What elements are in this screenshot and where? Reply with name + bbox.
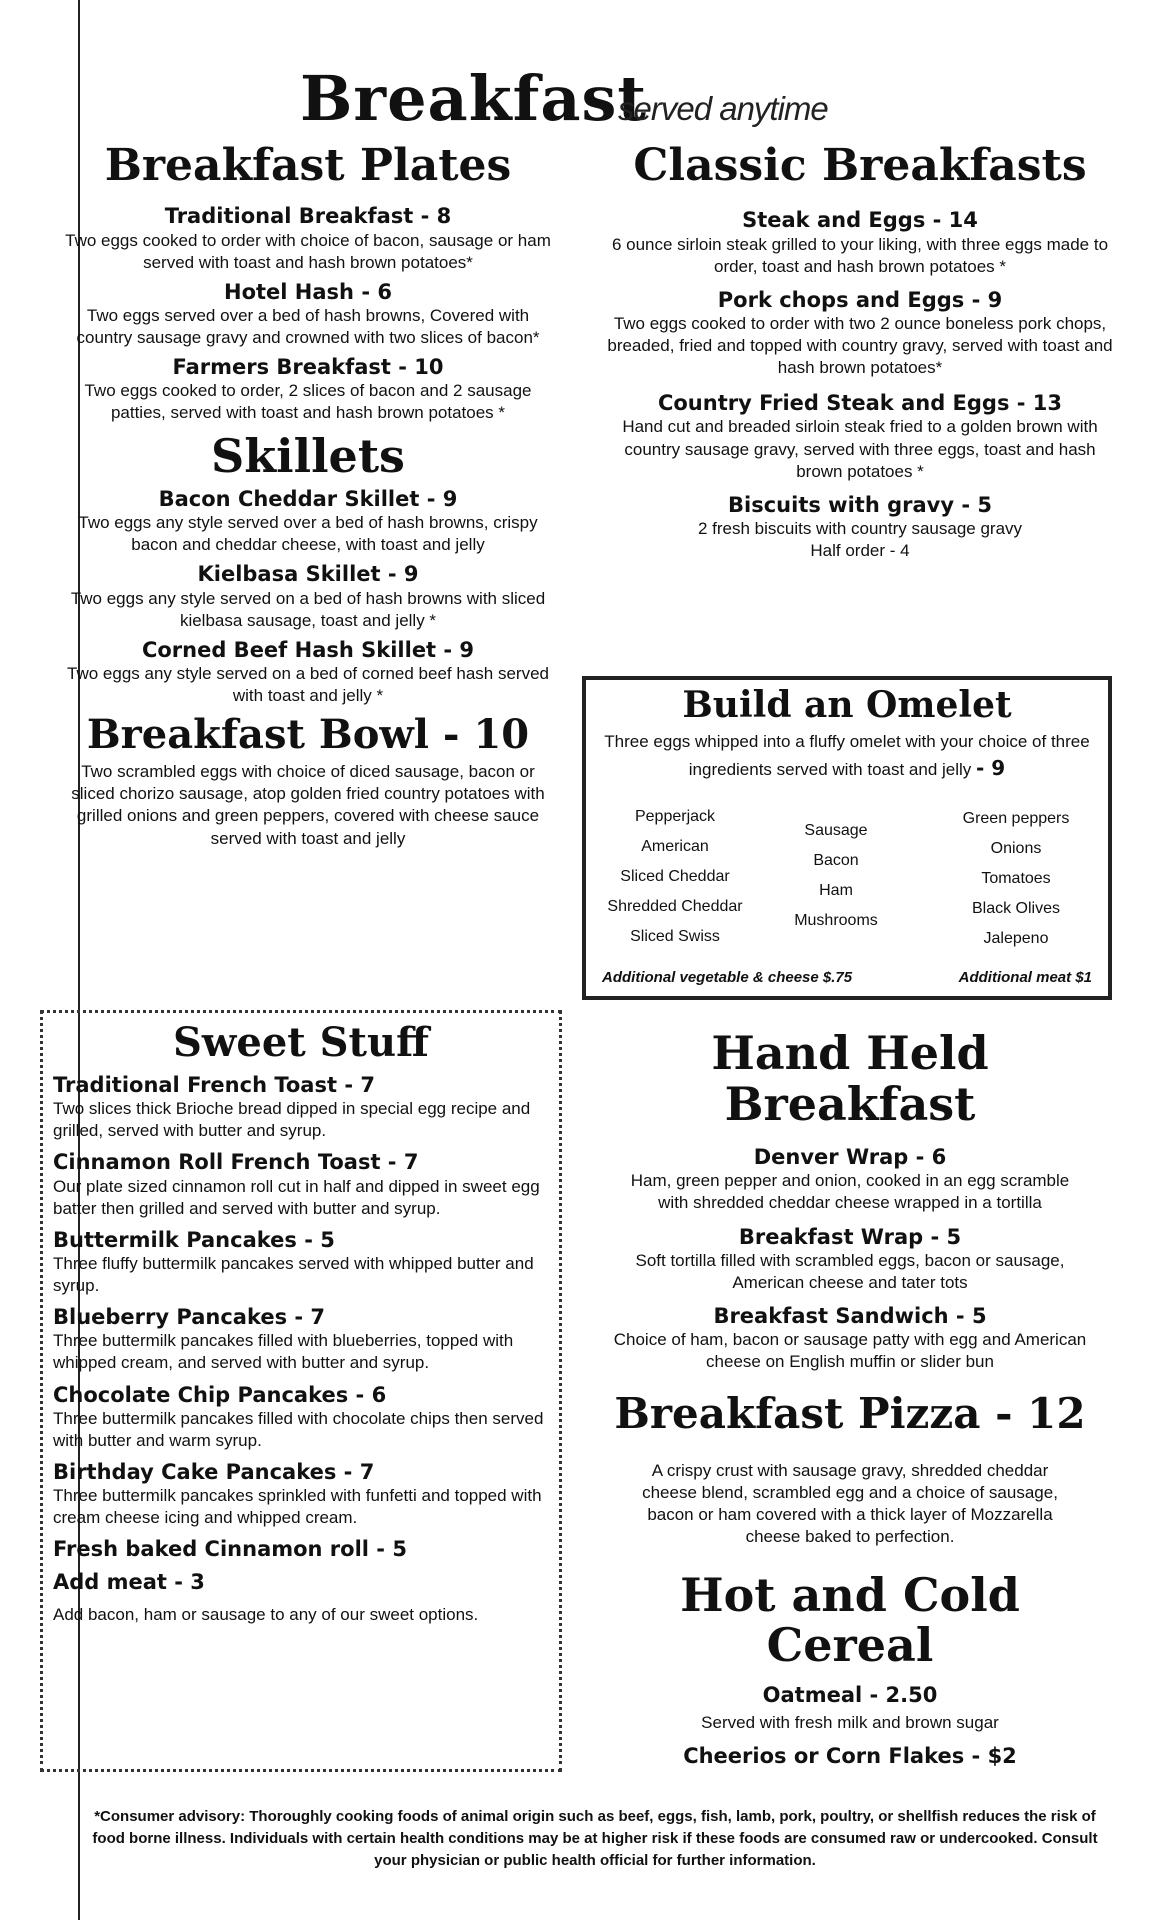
item-desc-half-order: Half order - 4 [810,540,910,560]
section-heading: Hand Held Breakfast [711,1026,989,1131]
title-row [0,62,1168,142]
menu-item [53,1537,549,1562]
item-name: Corned Beef Hash Skillet - 9 [141,637,475,662]
menu-item [53,1383,549,1452]
item-name: Cheerios or Corn Flakes - $2 [683,1744,1017,1769]
item-name: Denver Wrap - 6 [753,1145,947,1170]
ingredient: Sausage [804,822,868,839]
item-name: Bacon Cheddar Skillet - 9 [158,487,458,512]
item-name: Traditional Breakfast - 8 [164,204,452,229]
item-desc: Soft tortilla filled with scrambled eggs, bacon or sausage, American cheese and tater tots [635,1250,1065,1292]
menu-item [58,280,558,349]
menu-item [600,288,1120,379]
ingredient: Ham [819,882,853,899]
ingredient: Mushrooms [794,912,878,929]
page-subtitle: served anytime [618,90,828,127]
section-heading: Classic Breakfasts [633,140,1087,191]
menu-item [600,208,1120,277]
item-name: Birthday Cake Pancakes - 7 [53,1459,375,1484]
item-name: Biscuits with gravy - 5 [728,492,992,517]
item-desc: A crispy crust with sausage gravy, shredded cheddar cheese blend, scrambled egg and a choice of sausage, bacon or ham covered with a thick layer of Mozzarella cheese baked to perfection. [642,1460,1058,1546]
section-heading: Hot and Cold Cereal [680,1567,1020,1673]
item-desc: Two scrambled eggs with choice of diced sausage, bacon or sliced chorizo sausage, atop golden fried country potatoes with grilled onions and green peppers, covered with cheese sauce served with toast and jelly [71,762,545,848]
section-breakfast-bowl [58,713,558,849]
ingredient: Tomatoes [981,870,1051,887]
section-heading: Breakfast Bowl - 10 [86,711,530,759]
additional-meat-note: Additional meat $1 [958,969,1092,986]
item-desc: Three buttermilk pancakes filled with chocolate chips then served with butter and warm syrup. [53,1408,544,1450]
item-name: Steak and Eggs - 14 [742,208,978,233]
vegetable-column [926,804,1106,954]
item-desc: 2 fresh biscuits with country sausage gravy [697,518,1023,538]
menu-item [600,493,1120,562]
section-cereal [590,1567,1110,1770]
item-desc: Two eggs cooked to order with two 2 ounce boneless pork chops, breaded, fried and topped with country gravy, served with toast and hash brown potatoes* [607,313,1113,378]
section-hand-held [590,1028,1110,1373]
item-name: Traditional French Toast - 7 [53,1073,375,1097]
section-heading: Sweet Stuff [173,1019,429,1066]
menu-item [590,1225,1110,1294]
section-skillets [58,428,558,708]
menu-item [58,204,558,273]
item-desc: Two eggs cooked to order, 2 slices of bacon and 2 sausage patties, served with toast and hash brown potatoes * [84,381,532,423]
item-desc: Two eggs any style served over a bed of hash browns, crispy bacon and cheddar cheese, with toast and jelly [78,513,538,555]
item-desc: Our plate sized cinnamon roll cut in half and dipped in sweet egg batter then grilled and served with butter and syrup. [53,1176,540,1218]
item-name: Fresh baked Cinnamon roll - 5 [53,1537,407,1562]
item-desc: Two eggs any style served on a bed of hash browns with sliced kielbasa sausage, toast and jelly * [70,588,546,630]
item-desc: Two eggs cooked to order with choice of bacon, sausage or ham served with toast and hash brown potatoes* [65,230,551,272]
left-column [58,142,558,850]
item-name: Breakfast Wrap - 5 [738,1224,962,1249]
item-desc: Three buttermilk pancakes filled with blueberries, topped with whipped cream, and served with butter and syrup. [53,1331,514,1373]
ingredient: American [641,838,709,855]
page-title: Breakfast [300,62,648,135]
item-desc: Three fluffy buttermilk pancakes served with whipped butter and syrup. [53,1253,534,1296]
item-desc: Hand cut and breaded sirloin steak fried to a golden brown with country sausage gravy, served with three eggs, toast and hash brown potatoes * [622,417,1098,481]
item-desc: Two eggs any style served on a bed of corned beef hash served with toast and jelly * [67,664,549,706]
ingredient: Black Olives [971,900,1061,917]
omelet-price: - 9 [976,756,1006,781]
item-name: Breakfast Sandwich - 5 [713,1303,987,1328]
item-name: Add meat - 3 [53,1570,205,1595]
item-name: Cinnamon Roll French Toast - 7 [53,1150,419,1175]
section-heading: Skillets [211,428,405,483]
ingredient-columns [586,802,1108,952]
ingredient: Sliced Swiss [630,928,720,945]
menu-item [53,1570,549,1625]
menu-item [590,1744,1110,1769]
additional-veg-note: Additional vegetable & cheese $.75 [602,969,853,986]
item-name: Country Fried Steak and Eggs - 13 [657,391,1063,416]
menu-item [53,1460,549,1529]
item-name: Kielbasa Skillet - 9 [197,562,419,587]
omelet-desc [586,730,1108,784]
item-desc: Three buttermilk pancakes sprinkled with funfetti and topped with cream cheese icing and whipped cream. [53,1486,542,1528]
omelet-desc-text: Three eggs whipped into a fluffy omelet with your choice of three ingredients served with toast and jelly [604,731,1090,780]
menu-item [58,355,558,424]
menu-item [53,1073,549,1142]
menu-item [53,1150,549,1219]
menu-item [58,638,558,707]
consumer-advisory: *Consumer advisory: Thoroughly cooking foods of animal origin such as beef, eggs, fish, lamb, pork, poultry, or shellfish reduces the risk of food borne illness. Individuals with certain health conditions may be at higher risk if these foods are consumed raw or undercooked. Consult your physician or public health official for further information. [92,1808,1098,1869]
right-column [600,142,1120,562]
ingredient: Jalepeno [983,930,1049,947]
item-desc: Add bacon, ham or sausage to any of our sweet options. [53,1604,479,1624]
item-desc: Two slices thick Brioche bread dipped in special egg recipe and grilled, served with butter and syrup. [53,1099,531,1141]
ingredient: Bacon [813,852,859,869]
section-breakfast-pizza [590,1391,1110,1548]
section-classic-breakfasts [600,142,1120,562]
section-heading: Build an Omelet [682,684,1012,726]
item-name: Oatmeal - 2.50 [762,1683,938,1708]
menu-item [590,1145,1110,1214]
section-heading: Breakfast Plates [104,140,512,191]
item-desc: Two eggs served over a bed of hash browns, Covered with country sausage gravy and crowned with two slices of bacon* [76,305,540,348]
item-name: Chocolate Chip Pancakes - 6 [53,1382,387,1407]
item-name: Blueberry Pancakes - 7 [53,1305,326,1330]
omelet-box [582,676,1112,1000]
item-name: Buttermilk Pancakes - 5 [53,1227,335,1252]
menu-item [590,1683,1110,1734]
section-heading: Breakfast Pizza - 12 [614,1389,1086,1439]
item-name: Hotel Hash - 6 [224,279,392,304]
ingredient: Shredded Cheddar [607,898,743,915]
item-desc: 6 ounce sirloin steak grilled to your liking, with three eggs made to order, toast and hash brown potatoes * [611,234,1109,276]
ingredient: Green peppers [962,810,1070,827]
ingredient: Pepperjack [634,808,716,825]
section-breakfast-plates [58,142,558,425]
cheese-column [600,802,750,952]
item-desc: Ham, green pepper and onion, cooked in an egg scramble with shredded cheddar cheese wrapped in a tortilla [630,1171,1070,1213]
menu-item [53,1305,549,1374]
menu-item [53,1228,549,1297]
menu-item [590,1304,1110,1373]
item-desc: Served with fresh milk and brown sugar [701,1713,999,1733]
item-desc: Choice of ham, bacon or sausage patty with egg and American cheese on English muffin or slider bun [613,1330,1087,1372]
ingredient: Sliced Cheddar [620,868,730,885]
right-lower-column [590,1028,1110,1770]
item-name: Pork chops and Eggs - 9 [717,287,1003,312]
menu-item [600,391,1120,482]
sweet-stuff-box [40,1010,562,1772]
ingredient: Onions [990,840,1042,857]
meat-column [761,816,911,936]
item-name: Farmers Breakfast - 10 [172,355,444,380]
menu-item [58,487,558,556]
omelet-footer [602,969,1092,986]
menu-item [58,562,558,631]
